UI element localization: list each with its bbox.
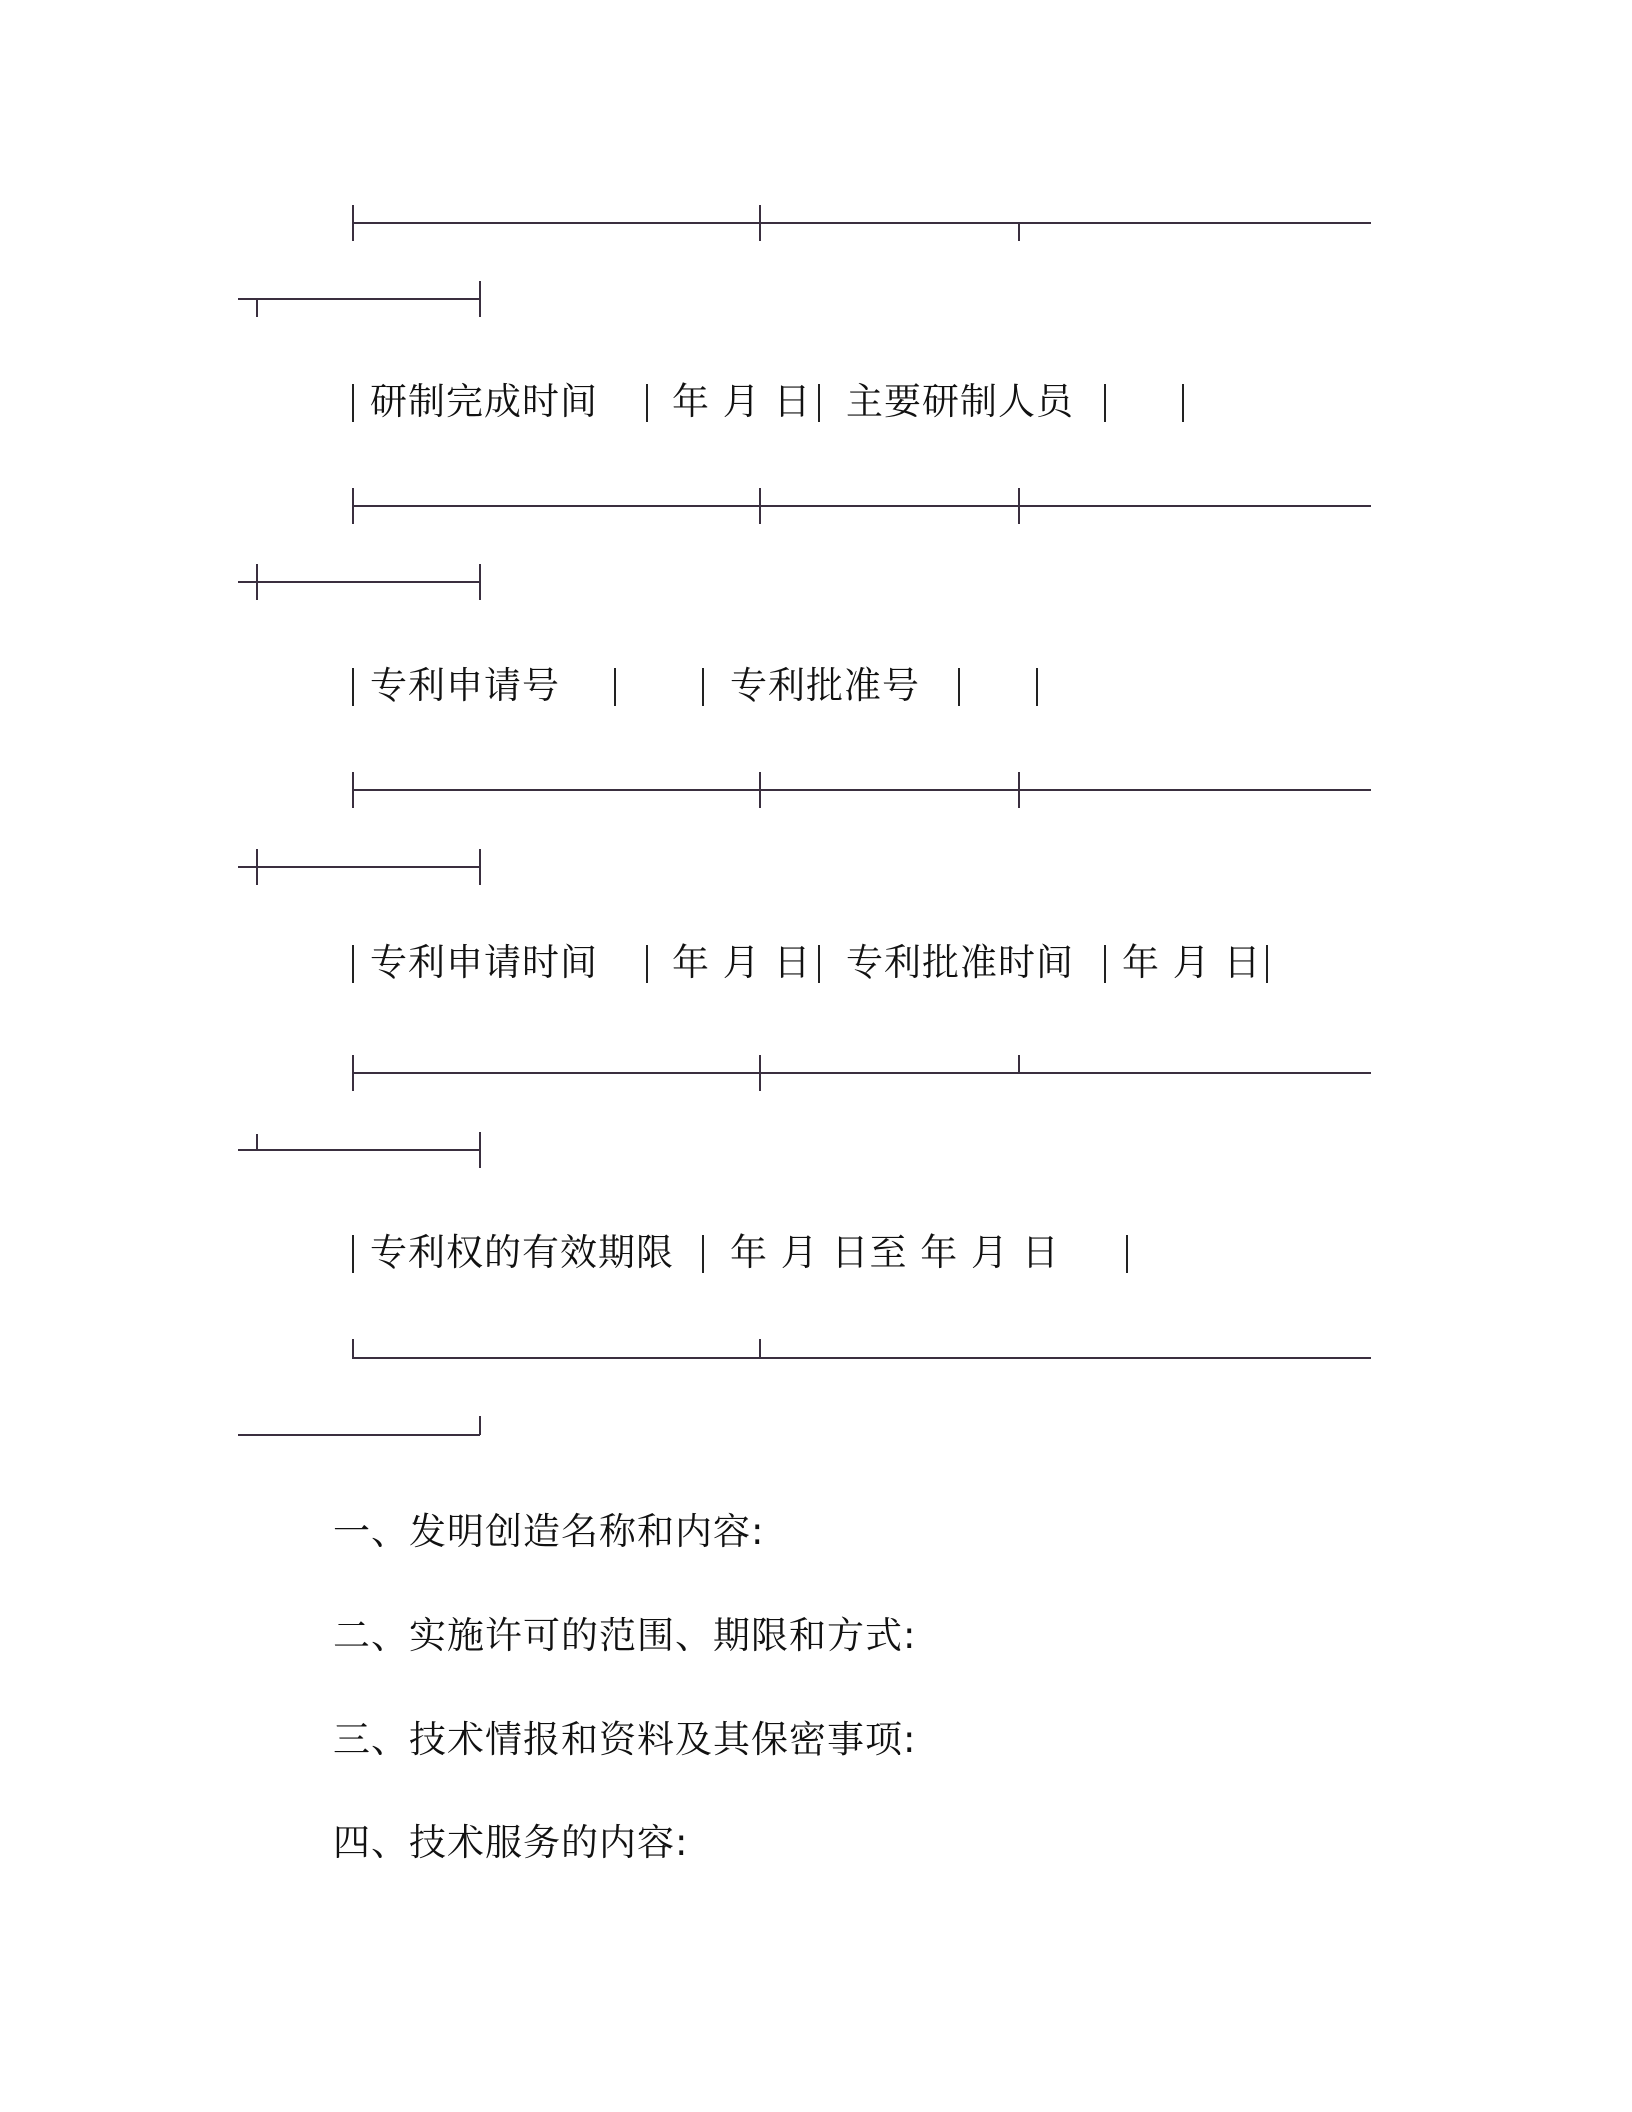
label-patent-grant-number: 专利批准号 — [730, 664, 920, 707]
label-patent-application-number: 专利申请号 — [370, 664, 560, 707]
label-patent-grant-time: 专利批准时间 — [846, 941, 1074, 984]
value-patent-application-date: 年 月 日 — [672, 941, 812, 984]
label-completion-time: 研制完成时间 — [370, 380, 598, 423]
section-heading-1: 一、发明创造名称和内容: — [333, 1510, 765, 1553]
value-completion-date: 年 月 日 — [672, 380, 812, 423]
section-heading-2: 二、实施许可的范围、期限和方式: — [333, 1614, 917, 1657]
section-heading-3: 三、技术情报和资料及其保密事项: — [333, 1718, 917, 1761]
label-patent-validity-period: 专利权的有效期限 — [370, 1231, 674, 1274]
label-main-developers: 主要研制人员 — [846, 380, 1074, 423]
label-patent-application-time: 专利申请时间 — [370, 941, 598, 984]
value-patent-validity-period: 年 月 日至 年 月 日 — [730, 1231, 1060, 1274]
value-patent-grant-date: 年 月 日 — [1122, 941, 1262, 984]
section-heading-4: 四、技术服务的内容: — [333, 1821, 689, 1864]
